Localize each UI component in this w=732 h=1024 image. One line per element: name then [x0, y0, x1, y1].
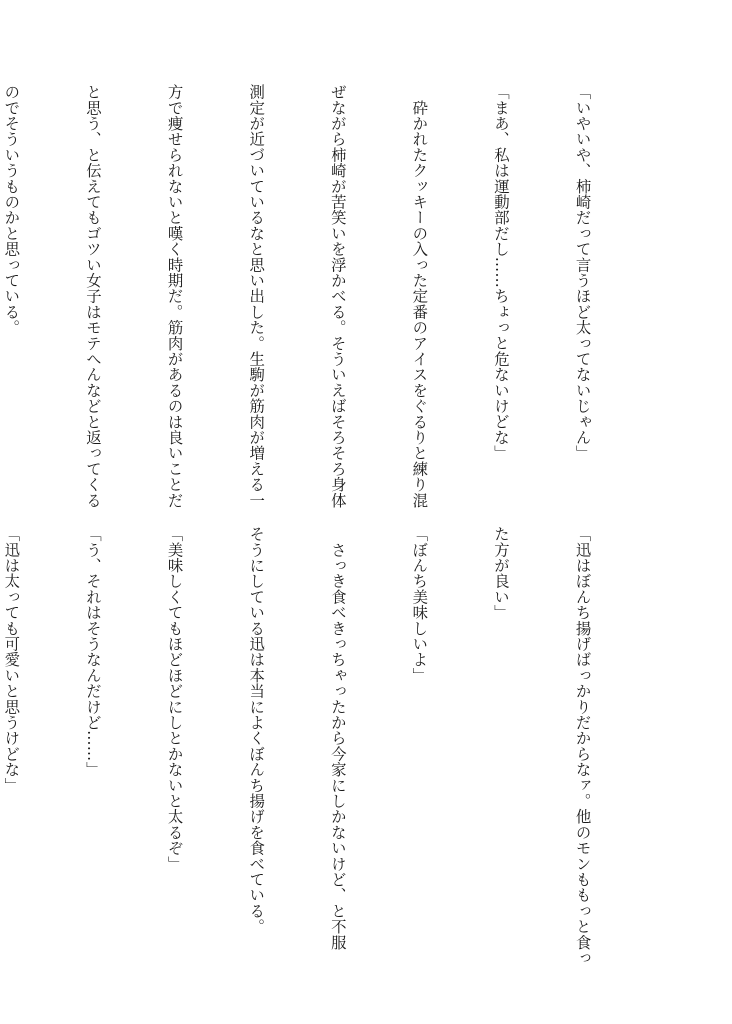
lower-text-block [2, 526, 650, 966]
text-line: 測定が近づいているなと思い出した。生駒が筋肉が増える一 [247, 84, 266, 508]
text-line: 「迅はぼんち揚げばっかりだからなァ。他のモンももっと食っ [573, 526, 592, 966]
text-line: 砕かれたクッキーの入った定番のアイスをぐるりと練り混 [410, 84, 429, 508]
text-line: 方で痩せられないと嘆く時期だ。筋肉があるのは良いことだ [165, 84, 184, 508]
text-line: 「う、それはそうなんだけど……」 [83, 526, 102, 778]
text-line: 「ぼんち美味しいよ」 [410, 526, 429, 683]
text-line: 「迅は太っても可愛いと思うけどな」 [2, 526, 21, 793]
text-line: 「いやいや、柿崎だって言うほど太ってないじゃん」 [573, 84, 592, 461]
text-line: 「美味しくてもほどほどにしとかないと太るぞ」 [165, 526, 184, 872]
upper-text-block [2, 84, 650, 508]
text-line: 「まあ、私は運動部だし……ちょっと危ないけどな」 [491, 84, 510, 461]
text-line: さっき食べきっちゃったから今家にしかないけど、と不服 [328, 526, 347, 950]
text-line: のでそういうものかと思っている。 [2, 84, 21, 336]
text-line: そうにしている迅は本当によくぼんち揚げを食べている。 [247, 526, 266, 935]
text-line: ぜながら柿崎が苦笑いを浮かべる。そういえばそろそろ身体 [328, 84, 347, 508]
text-line: と思う、と伝えてもゴツい女子はモテへんなどと返ってくる [83, 84, 102, 508]
text-line: た方が良い」 [491, 526, 510, 621]
